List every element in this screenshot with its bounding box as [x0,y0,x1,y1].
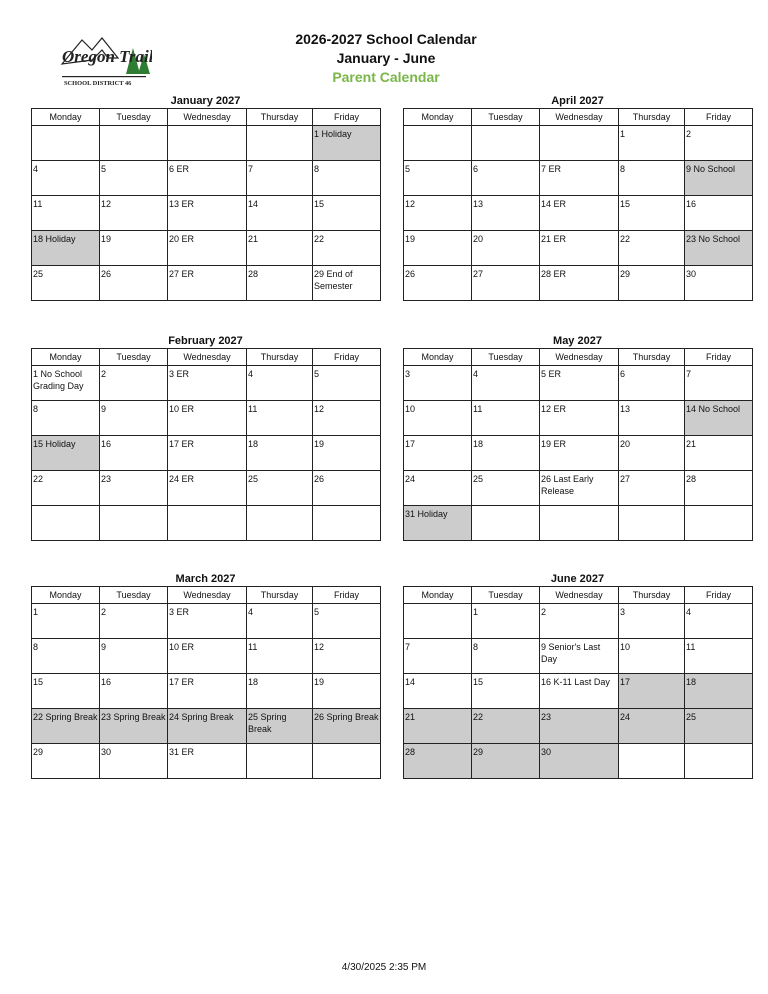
weekday-header-row [404,109,753,126]
day-cell [313,744,381,779]
day-cell: 5 [313,366,381,401]
day-cell: 29 [32,744,100,779]
day-cell: 7 [685,366,753,401]
day-cell-no-school: 21 [404,709,472,744]
day-cell: 20 ER [168,231,247,266]
month-april [403,94,752,301]
day-cell-no-school: 25 [685,709,753,744]
day-cell: 11 [472,401,540,436]
day-cell: 19 [313,674,381,709]
day-cell: 1 [32,604,100,639]
weekday-header: Wednesday [168,349,247,366]
day-cell: 15 [619,196,685,231]
week-row [32,366,381,401]
weekday-header: Wednesday [540,109,619,126]
day-cell-no-school: 30 [540,744,619,779]
month-grid [31,348,381,541]
weekday-header: Wednesday [168,587,247,604]
day-cell: 7 [247,161,313,196]
week-row [32,674,381,709]
weekday-header: Thursday [619,349,685,366]
day-cell: 2 [100,604,168,639]
day-cell: 12 [404,196,472,231]
weekday-header: Friday [313,109,381,126]
day-cell: 28 ER [540,266,619,301]
week-row [404,196,753,231]
day-cell [540,126,619,161]
month-grid [31,108,381,301]
weekday-header: Friday [685,109,753,126]
day-cell: 13 [472,196,540,231]
day-cell-no-school: 29 [472,744,540,779]
day-cell: 5 [313,604,381,639]
day-cell: 15 [313,196,381,231]
weekday-header: Wednesday [540,587,619,604]
day-cell: 15 [32,674,100,709]
day-cell: 19 [100,231,168,266]
day-cell: 3 ER [168,366,247,401]
day-cell [168,126,247,161]
week-row [404,709,753,744]
day-cell: 19 [313,436,381,471]
day-cell: 28 [685,471,753,506]
day-cell: 20 [619,436,685,471]
week-row [404,674,753,709]
weekday-header-row [32,349,381,366]
day-cell: 26 Last Early Release [540,471,619,506]
weekday-header: Monday [404,349,472,366]
week-row [404,231,753,266]
calendar-range: January - June [336,50,436,66]
day-cell-no-school: 23 Spring Break [100,709,168,744]
day-cell: 2 [540,604,619,639]
week-row [404,604,753,639]
day-cell: 1 No School Grading Day [32,366,100,401]
day-cell: 26 [100,266,168,301]
day-cell [247,126,313,161]
day-cell: 11 [247,639,313,674]
day-cell: 9 [100,401,168,436]
day-cell: 28 [247,266,313,301]
day-cell: 19 ER [540,436,619,471]
day-cell: 8 [472,639,540,674]
day-cell: 12 [100,196,168,231]
day-cell: 20 [472,231,540,266]
day-cell: 31 ER [168,744,247,779]
day-cell-no-school: 24 Spring Break [168,709,247,744]
day-cell [247,744,313,779]
month-march [31,572,380,779]
day-cell [472,506,540,541]
weekday-header: Friday [313,349,381,366]
day-cell: 3 ER [168,604,247,639]
day-cell: 3 [619,604,685,639]
month-grid [403,586,753,779]
weekday-header: Tuesday [100,109,168,126]
day-cell: 9 Senior's Last Day [540,639,619,674]
weekday-header: Monday [32,109,100,126]
day-cell: 22 [313,231,381,266]
month-june [403,572,752,779]
day-cell: 8 [32,401,100,436]
week-row [404,161,753,196]
week-row [32,709,381,744]
day-cell: 2 [685,126,753,161]
day-cell-no-school: 1 Holiday [313,126,381,161]
day-cell: 10 [404,401,472,436]
weekday-header: Monday [32,587,100,604]
weekday-header-row [32,109,381,126]
day-cell: 16 [685,196,753,231]
weekday-header: Thursday [619,109,685,126]
weekday-header: Monday [404,109,472,126]
weekday-header: Monday [32,349,100,366]
weekday-header: Friday [685,349,753,366]
day-cell: 18 [247,436,313,471]
day-cell: 5 ER [540,366,619,401]
day-cell: 1 [619,126,685,161]
day-cell: 7 [404,639,472,674]
day-cell-no-school: 15 Holiday [32,436,100,471]
day-cell: 4 [247,604,313,639]
day-cell: 10 ER [168,639,247,674]
week-row [32,436,381,471]
month-february [31,334,380,541]
day-cell [472,126,540,161]
day-cell: 17 ER [168,436,247,471]
day-cell: 30 [685,266,753,301]
district-logo [56,34,152,88]
day-cell: 18 [247,674,313,709]
day-cell-no-school: 18 [685,674,753,709]
weekday-header: Monday [404,587,472,604]
month-grid [403,348,753,541]
day-cell-no-school: 17 [619,674,685,709]
day-cell: 29 End of Semester [313,266,381,301]
week-row [404,639,753,674]
day-cell: 10 [619,639,685,674]
day-cell: 8 [32,639,100,674]
day-cell: 4 [247,366,313,401]
day-cell: 16 [100,674,168,709]
day-cell: 22 [32,471,100,506]
week-row [404,401,753,436]
day-cell-no-school: 22 Spring Break [32,709,100,744]
print-timestamp: 4/30/2025 2:35 PM [341,962,427,973]
day-cell: 6 [472,161,540,196]
day-cell: 27 [472,266,540,301]
day-cell [685,506,753,541]
weekday-header: Tuesday [100,587,168,604]
day-cell: 1 [472,604,540,639]
day-cell: 26 [313,471,381,506]
day-cell [540,506,619,541]
weekday-header: Thursday [247,349,313,366]
day-cell-no-school: 26 Spring Break [313,709,381,744]
day-cell [619,506,685,541]
day-cell: 4 [472,366,540,401]
day-cell: 26 [404,266,472,301]
week-row [32,744,381,779]
weekday-header: Wednesday [540,349,619,366]
week-row [404,266,753,301]
day-cell-no-school: 23 No School [685,231,753,266]
day-cell-no-school: 14 No School [685,401,753,436]
day-cell: 18 [472,436,540,471]
day-cell: 11 [685,639,753,674]
day-cell: 25 [472,471,540,506]
week-row [32,506,381,541]
month-grid [31,586,381,779]
weekday-header-row [32,587,381,604]
day-cell: 4 [685,604,753,639]
weekday-header: Tuesday [472,349,540,366]
week-row [32,196,381,231]
weekday-header: Tuesday [472,587,540,604]
day-cell: 16 K-11 Last Day [540,674,619,709]
month-grid [403,108,753,301]
week-row [404,744,753,779]
day-cell: 11 [32,196,100,231]
weekday-header: Thursday [619,587,685,604]
day-cell: 12 [313,401,381,436]
day-cell: 5 [404,161,472,196]
day-cell: 6 [619,366,685,401]
weekday-header: Thursday [247,587,313,604]
day-cell: 15 [472,674,540,709]
month-title: May 2027 [553,335,602,347]
day-cell: 14 [247,196,313,231]
day-cell-no-school: 23 [540,709,619,744]
day-cell: 24 [404,471,472,506]
weekday-header-row [404,587,753,604]
day-cell [619,744,685,779]
day-cell: 23 [100,471,168,506]
day-cell: 4 [32,161,100,196]
day-cell [404,604,472,639]
weekday-header: Thursday [247,109,313,126]
day-cell: 27 ER [168,266,247,301]
day-cell-no-school: 31 Holiday [404,506,472,541]
calendar-subtitle: Parent Calendar [332,69,440,85]
week-row [404,471,753,506]
day-cell-no-school: 25 Spring Break [247,709,313,744]
month-title: April 2027 [551,95,604,107]
weekday-header: Wednesday [168,109,247,126]
day-cell [32,506,100,541]
day-cell: 12 [313,639,381,674]
day-cell: 24 ER [168,471,247,506]
week-row [32,401,381,436]
day-cell: 7 ER [540,161,619,196]
day-cell-no-school: 24 [619,709,685,744]
day-cell [404,126,472,161]
month-may [403,334,752,541]
day-cell: 17 ER [168,674,247,709]
day-cell: 9 [100,639,168,674]
day-cell: 29 [619,266,685,301]
month-title: March 2027 [175,573,236,585]
week-row [404,366,753,401]
weekday-header: Tuesday [472,109,540,126]
day-cell: 8 [619,161,685,196]
day-cell: 27 [619,471,685,506]
day-cell: 13 ER [168,196,247,231]
month-title: June 2027 [550,573,605,585]
weekday-header-row [404,349,753,366]
day-cell [313,506,381,541]
weekday-header: Friday [313,587,381,604]
calendar-title: 2026-2027 School Calendar [295,31,477,47]
week-row [404,506,753,541]
day-cell: 25 [247,471,313,506]
day-cell: 5 [100,161,168,196]
day-cell-no-school: 9 No School [685,161,753,196]
day-cell: 13 [619,401,685,436]
day-cell: 2 [100,366,168,401]
day-cell: 17 [404,436,472,471]
week-row [32,126,381,161]
week-row [32,161,381,196]
day-cell: 14 [404,674,472,709]
day-cell: 11 [247,401,313,436]
week-row [32,266,381,301]
day-cell: 21 [685,436,753,471]
month-january [31,94,380,301]
week-row [32,231,381,266]
day-cell: 30 [100,744,168,779]
day-cell: 21 [247,231,313,266]
day-cell-no-school: 22 [472,709,540,744]
day-cell: 22 [619,231,685,266]
month-title: February 2027 [168,335,243,347]
day-cell [32,126,100,161]
month-title: January 2027 [170,95,241,107]
day-cell [685,744,753,779]
day-cell: 6 ER [168,161,247,196]
day-cell [100,506,168,541]
day-cell [247,506,313,541]
day-cell: 8 [313,161,381,196]
week-row [404,126,753,161]
day-cell: 21 ER [540,231,619,266]
logo-wordmark-top: Oregon Trail [62,47,152,66]
day-cell: 16 [100,436,168,471]
weekday-header: Friday [685,587,753,604]
week-row [404,436,753,471]
day-cell: 10 ER [168,401,247,436]
day-cell: 14 ER [540,196,619,231]
week-row [32,604,381,639]
day-cell: 12 ER [540,401,619,436]
logo-subtext: SCHOOL DISTRICT 46 [64,80,132,87]
day-cell-no-school: 28 [404,744,472,779]
day-cell-no-school: 18 Holiday [32,231,100,266]
day-cell [100,126,168,161]
week-row [32,639,381,674]
week-row [32,471,381,506]
day-cell: 3 [404,366,472,401]
day-cell: 19 [404,231,472,266]
day-cell [168,506,247,541]
day-cell: 25 [32,266,100,301]
weekday-header: Tuesday [100,349,168,366]
